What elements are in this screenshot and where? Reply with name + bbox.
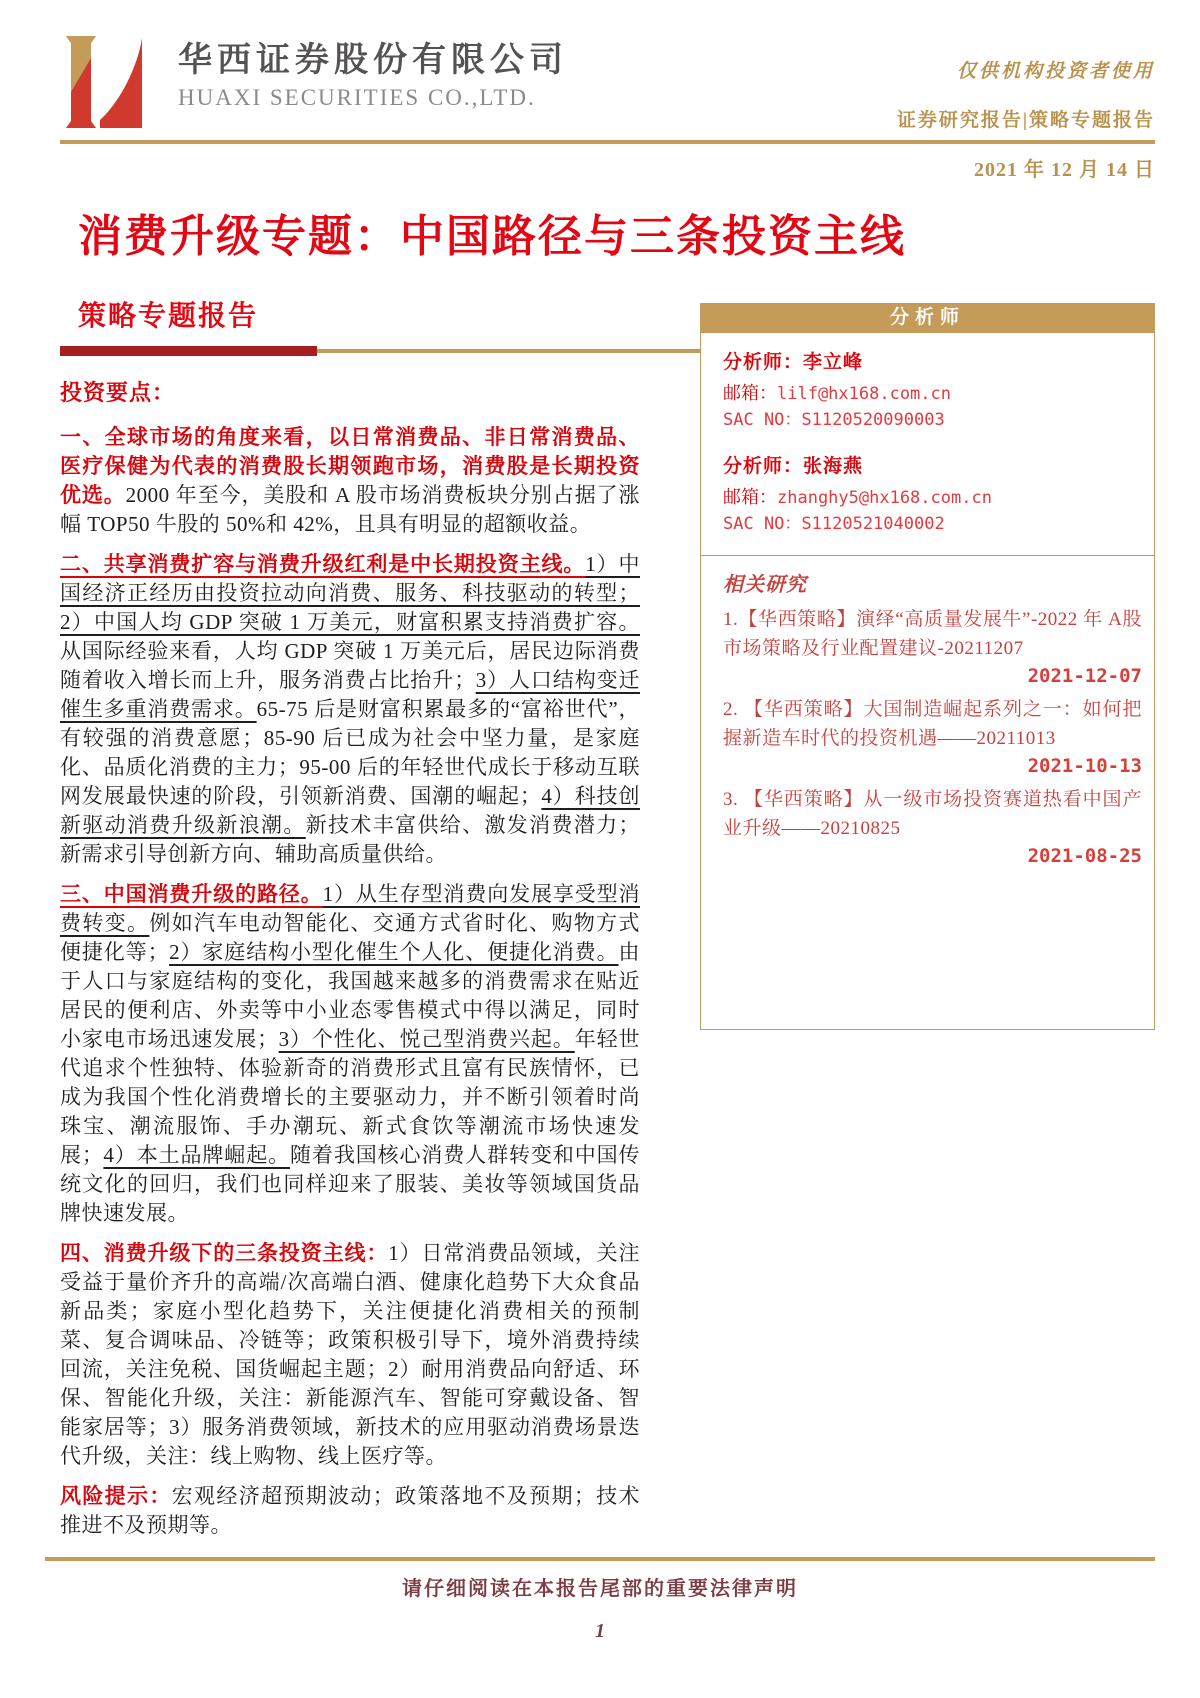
paragraph-segment: 二、共享消费扩容与消费升级红利是中长期投资主线。 <box>60 552 586 576</box>
paragraph-segment: 由于人口与家庭结构的变化，我国越来越多的消费需求在贴近居民的便利店、外卖等中小业态零售模式中得以满足，同时小家电市场迅速发展； <box>60 940 641 1051</box>
analyst-name: 分析师：张海燕 <box>723 456 864 477</box>
analyst-list <box>723 347 1142 537</box>
related-research-title: 相关研究 <box>723 574 807 596</box>
paragraph-segment: 例如汽车电动智能化、交通方式省时化、购物方式便捷化等； <box>60 911 641 964</box>
report-category: 证券研究报告|策略专题报告 <box>896 110 1155 131</box>
report-date: 2021 年 12 月 14 日 <box>974 159 1155 181</box>
paragraph-segment: 一、全球市场的角度来看，以日常消费品、非日常消费品、医疗保健为代表的消费股长期领跑市场，消费股是长期投资优选。 <box>60 425 640 507</box>
keypoint-paragraph-2 <box>60 550 640 869</box>
analyst-block-1 <box>723 347 1142 433</box>
company-name-cn: 华西证券股份有限公司 <box>178 42 568 79</box>
huaxi-logo-icon <box>60 36 164 128</box>
paragraph-segment: 三、中国消费升级的路径。 <box>60 882 323 906</box>
header-right <box>897 36 1155 132</box>
analyst-email: lilf@hx168.com.cn <box>777 384 951 404</box>
footer-divider <box>45 1557 1155 1561</box>
paragraph-segment: 2）家庭结构小型化催生个人化、便捷化消费。 <box>169 940 619 964</box>
analyst-email-line <box>723 380 1142 407</box>
institutional-notice: 仅供机构投资者使用 <box>956 61 1155 82</box>
paragraph-segment: 年轻世代追求个性独特、体验新奇的消费形式且富有民族情怀，已成为我国个性化消费增长的主要驱动力，并不断引领着时尚珠宝、潮流服饰、手办潮玩、新式食饮等潮流市场快速发展； <box>60 1027 641 1167</box>
paragraph-segment: 1）日常消费品领域，关注受益于量价齐升的高端/次高端白酒、健康化趋势下大众食品新品类；家庭小型化趋势下，关注便捷化消费相关的预制菜、复合调味品、冷链等；政策积极引导下，境外消费持续回流，关注免税、国货崛起主题；2）耐用消费品向舒适、环保、智能化升级，关注：新能源汽车、智能可穿戴设备、智能家居等；3）服务消费领域，新技术的应用驱动消费场景迭代升级，关注：线上购物、线上医疗等。 <box>60 1241 641 1468</box>
analyst-name: 分析师：李立峰 <box>723 352 864 373</box>
paragraph-segment: 风险提示： <box>60 1484 172 1508</box>
related-research-item-1: 1.【华西策略】演绎“高质量发展牛”-2022 年 A股市场策略及行业配置建议-20211207 <box>723 609 1142 659</box>
related-research-list <box>723 605 1142 867</box>
paragraph-segment: 4）科技创新驱动消费升级新浪潮。 <box>60 784 641 837</box>
paragraph-segment: 1）中国经济正经历由投资拉动向消费、服务、科技驱动的转型；2）中国人均 GDP 突破 1 万美元，财富积累支持消费扩容。 <box>60 552 641 634</box>
paragraph-segment: 3）人口结构变迁催生多重消费需求。 <box>60 668 641 721</box>
title-divider-red <box>60 346 317 356</box>
paragraph-segment: 2000 年至今，美股和 A 股市场消费板块分别占据了涨幅 TOP50 牛股的 50%和 42%，且具有明显的超额收益。 <box>60 483 640 536</box>
page-subtitle: 策略专题报告 <box>78 301 259 332</box>
brand-names <box>178 36 568 111</box>
analyst-block-2 <box>723 451 1142 537</box>
keypoint-paragraph-1 <box>60 423 640 539</box>
paragraph-segment: 65-75 后是财富积累最多的“富裕世代”，有较强的消费意愿；85-90 后已成为社会中坚力量，是家庭化、品质化消费的主力；95-00 后的年轻世代成长于移动互联网发展最快速的阶段，引领新消费、国潮的崛起； <box>60 697 641 808</box>
sidebar-separator <box>701 555 1154 556</box>
page-number: 1 <box>595 1620 605 1642</box>
related-research-item-2: 2. 【华西策略】大国制造崛起系列之一：如何把握新造车时代的投资机遇——20211013 <box>723 699 1142 749</box>
header-divider <box>60 140 1155 144</box>
paragraph-segment: 新技术丰富供给、激发消费潜力；新需求引导创新方向、辅助高质量供给。 <box>60 813 641 866</box>
page-title: 消费升级专题：中国路径与三条投资主线 <box>78 212 906 261</box>
analyst-email: zhanghy5@hx168.com.cn <box>777 488 992 508</box>
keypoint-paragraph-3 <box>60 880 640 1228</box>
paragraph-segment: 四、消费升级下的三条投资主线： <box>60 1241 389 1265</box>
footer-legal-notice: 请仔细阅读在本报告尾部的重要法律声明 <box>402 1578 798 1600</box>
keypoint-paragraph-5 <box>60 1482 640 1540</box>
paragraph-segment: 宏观经济超预期波动；政策落地不及预期；技术推进不及预期等。 <box>60 1484 641 1537</box>
brand-block <box>60 36 568 128</box>
keypoints-paragraphs <box>60 423 640 1540</box>
analyst-box-header: 分析师 <box>701 303 1154 333</box>
related-research-date-2: 2021-10-13 <box>1027 755 1142 777</box>
paragraph-segment: 1）从生存型消费向发展享受型消费转变。 <box>60 882 641 935</box>
related-research-item-3: 3. 【华西策略】从一级市场投资赛道热看中国产业升级——20210825 <box>723 789 1142 839</box>
page-header <box>60 36 1155 132</box>
analyst-box-body <box>701 333 1154 867</box>
analyst-sac-number: SAC NO：S1120521040002 <box>723 514 945 534</box>
email-label: 邮箱： <box>723 487 777 507</box>
paragraph-segment: 4）本土品牌崛起。 <box>103 1143 291 1167</box>
paragraph-segment: 随着我国核心消费人群转变和中国传统文化的回归，我们也同样迎来了服装、美妆等领域国货品牌快速发展。 <box>60 1143 641 1225</box>
paragraph-segment: 3）个性化、悦己型消费兴起。 <box>278 1027 575 1051</box>
keypoints-label: 投资要点： <box>60 380 176 405</box>
related-research-date-1: 2021-12-07 <box>1027 665 1142 687</box>
email-label: 邮箱： <box>723 383 777 403</box>
company-name-en: HUAXI SECURITIES CO.,LTD. <box>178 84 536 110</box>
analyst-email-line <box>723 484 1142 511</box>
analyst-sac-number: SAC NO：S1120520090003 <box>723 410 945 430</box>
analyst-sidebar <box>700 303 1155 1030</box>
keypoints-column <box>60 376 640 1540</box>
paragraph-segment: 从国际经验来看，人均 GDP 突破 1 万美元后，居民边际消费随着收入增长而上升，服务消费占比抬升； <box>60 639 640 692</box>
keypoint-paragraph-4 <box>60 1239 640 1471</box>
related-research-date-3: 2021-08-25 <box>1027 845 1142 867</box>
